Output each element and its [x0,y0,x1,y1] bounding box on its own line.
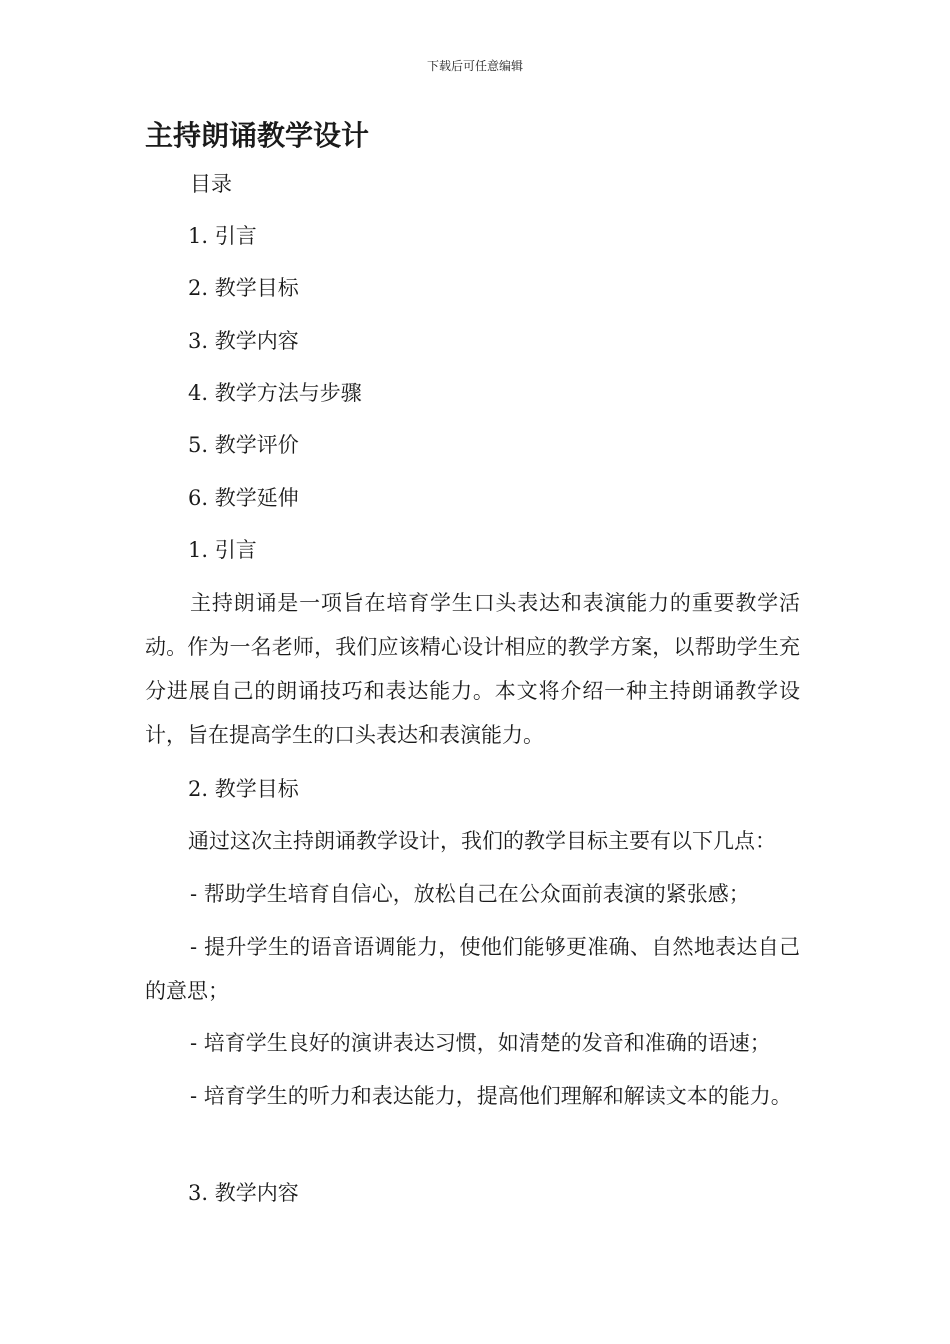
toc-item-extension: 6. 教学延伸 [188,486,299,510]
toc-item-methods: 4. 教学方法与步骤 [188,381,362,405]
document-title: 主持朗诵教学设计 [145,119,370,152]
goal-item-intonation: - 提升学生的语音语调能力，使他们能够更准确、自然地表达自己的意思； [145,935,800,1003]
section-heading-goals: 2. 教学目标 [188,777,299,801]
toc-item-content: 3. 教学内容 [188,329,299,353]
goal-item-confidence: - 帮助学生培育自信心，放松自己在公众面前表演的紧张感； [190,882,750,906]
goal-item-speech-habits: - 培育学生良好的演讲表达习惯，如清楚的发音和准确的语速； [190,1031,771,1055]
section-heading-content: 3. 教学内容 [188,1181,299,1205]
toc-item-intro: 1. 引言 [188,224,257,248]
toc-item-evaluation: 5. 教学评价 [188,433,299,457]
goals-lead-text: 通过这次主持朗诵教学设计，我们的教学目标主要有以下几点： [188,829,776,853]
page-header: 下载后可任意编辑 [426,59,523,73]
intro-paragraph: 主持朗诵是一项旨在培育学生口头表达和表演能力的重要教学活动。作为一名老师，我们应该精心设计相应的教学方案，以帮助学生充分进展自己的朗诵技巧和表达能力。本文将介绍一种主持朗诵教学设计，旨在提高学生的口头表达和表演能力。 [145,591,800,747]
goal-item-listening: - 培育学生的听力和表达能力，提高他们理解和解读文本的能力。 [190,1084,792,1108]
toc-heading: 目录 [190,172,232,196]
toc-item-goals: 2. 教学目标 [188,276,299,300]
section-heading-intro: 1. 引言 [188,538,257,562]
